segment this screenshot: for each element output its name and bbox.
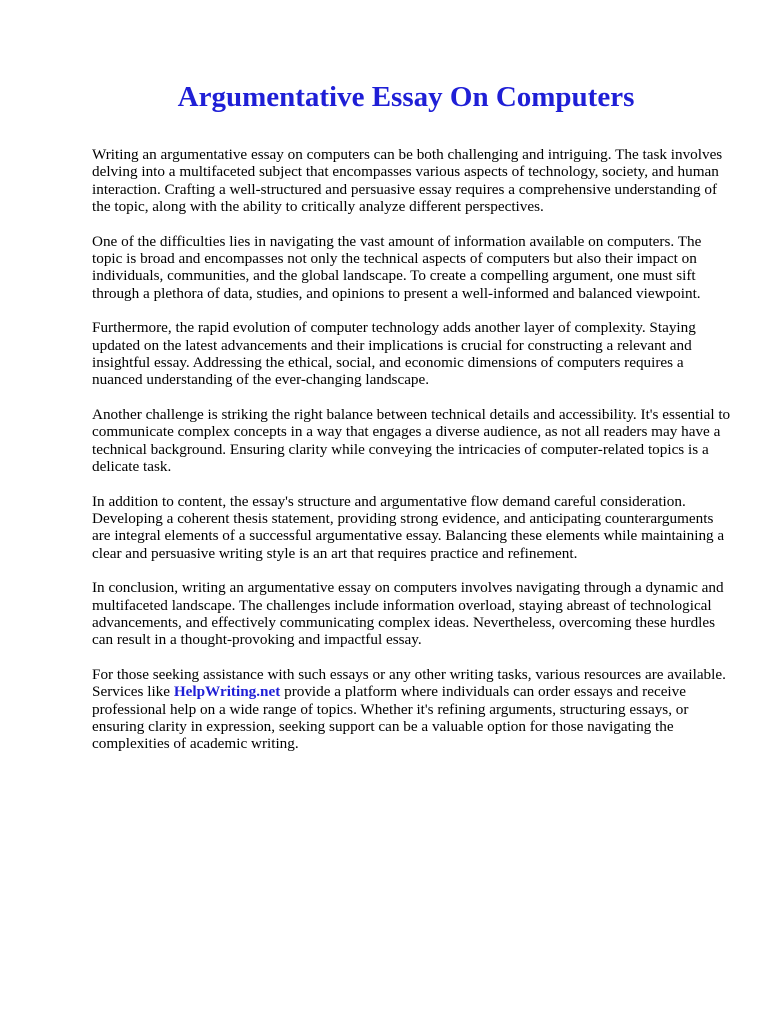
essay-paragraph-5: In addition to content, the essay's structure and argumentative flow demand careful consideration. Developing a coherent thesis statement, providing strong evidence, and anticipating counterarguments are integral elements of a successful argumentative essay. Balancing these elements while maintaining a clear and persuasive writing style is an art that requires practice and refinement. bbox=[92, 492, 725, 562]
essay-paragraph-4: Another challenge is striking the right balance between technical details and accessibility. It's essential to communicate complex concepts in a way that engages a diverse audience, as not all readers may have a technical background. Ensuring clarity while conveying the intricacies of computer-related topics is a delicate task. bbox=[92, 406, 731, 475]
essay-body bbox=[92, 146, 732, 770]
essay-paragraph-6: In conclusion, writing an argumentative essay on computers involves navigating through a dynamic and multifaceted landscape. The challenges include information overload, staying abreast of technological advancements, and effectively communicating complex ideas. Nevertheless, overcoming these hurdles can result in a thought-provoking and impactful essay. bbox=[92, 579, 724, 649]
essay-paragraph-3: Furthermore, the rapid evolution of computer technology adds another layer of complexity. Staying updated on the latest advancements and their implications is crucial for constructing a relevant and insightful essay. Addressing the ethical, social, and economic dimensions of computers requires a nuanced understanding of the ever-changing landscape. bbox=[92, 319, 696, 389]
essay-paragraph-7 bbox=[92, 666, 732, 752]
paragraph-text-before-link: For those seeking assistance with such essays or any other writing tasks, various resources are available. Services like bbox=[92, 666, 726, 701]
paragraph-text-after-link: provide a platform where individuals can order essays and receive professional help on a wide range of topics. Whether it's refining arguments, structuring essays, or ensuring clarity in expression, seeking support can be a valuable option for those navigating the complexities of academic writing. bbox=[92, 683, 689, 753]
page-title: Argumentative Essay On Computers bbox=[177, 81, 635, 113]
helpwriting-link[interactable]: HelpWriting.net bbox=[173, 683, 281, 701]
essay-paragraph-2: One of the difficulties lies in navigating the vast amount of information available on computers. The topic is broad and encompasses not only the technical aspects of computers but also their impact on individuals, communities, and the global landscape. To create a compelling argument, one must sift through a plethora of data, studies, and opinions to present a well-informed and balanced viewpoint. bbox=[92, 232, 702, 302]
essay-paragraph-1: Writing an argumentative essay on computers can be both challenging and intriguing. The task involves delving into a multifaceted subject that encompasses various aspects of technology, society, and human interaction. Crafting a well-structured and persuasive essay requires a comprehensive understanding of the topic, along with the ability to critically analyze different perspectives. bbox=[92, 146, 723, 215]
